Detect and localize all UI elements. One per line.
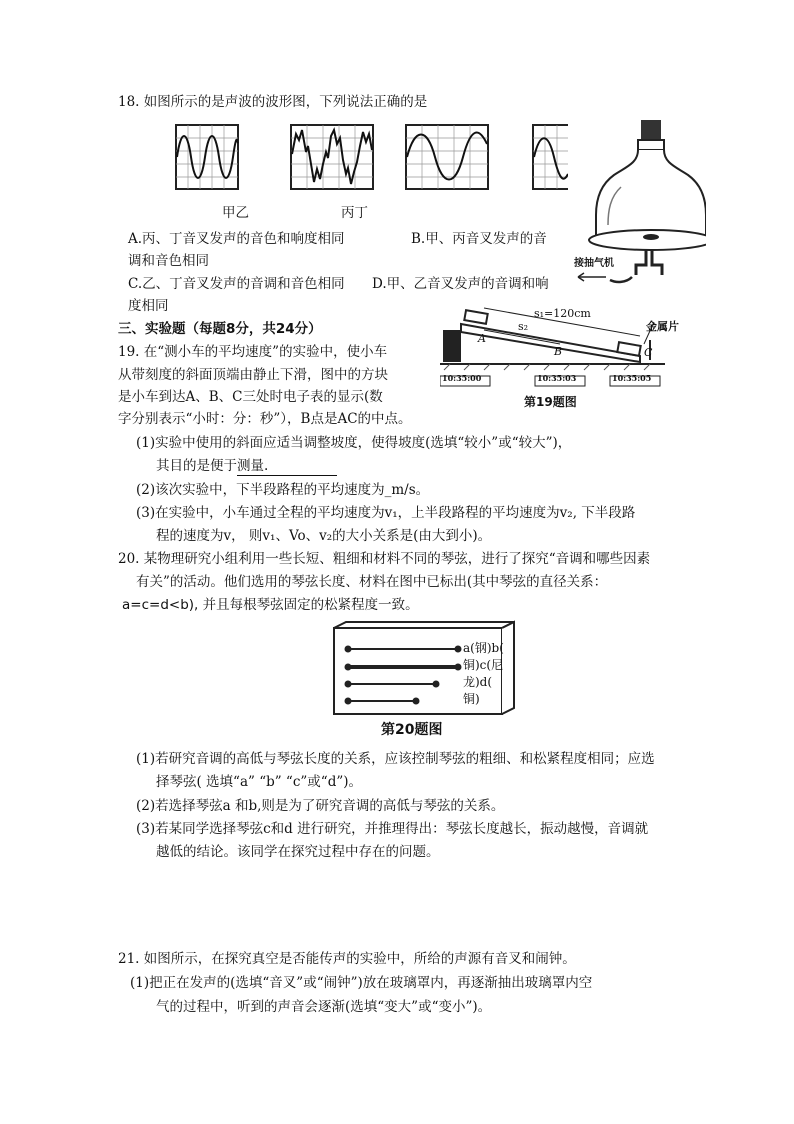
q20-part1b: 择琴弦( 选填“a” “b” “c”或“d”)。 [156, 774, 363, 790]
q18-option-d-cont: 度相同 [128, 298, 169, 314]
q19-line2: 从带刻度的斜面顶端由静止下滑，图中的方块 [118, 367, 388, 383]
fig19-s2: s₂ [518, 320, 529, 333]
waveform-bing [405, 124, 489, 190]
fig19-s1: s₁=120cm [534, 307, 591, 320]
q20-part2: (2)若选择琴弦a 和b,则是为了研究音调的高低与琴弦的关系。 [136, 798, 505, 814]
q18-option-a: A.丙、丁音叉发声的音色和响度相同 [128, 231, 345, 247]
q19-part1a: (1)实验中使用的斜面应适当调整坡度，使得坡度(选填“较小”或“较大”)， [136, 435, 572, 451]
fig19-metal-label: 金属片 [646, 320, 679, 333]
fig19-point-a: A [478, 332, 486, 345]
q20-part3b: 越低的结论。该同学在探究过程中存在的问题。 [156, 844, 440, 860]
fig20-label-4: 铜) [463, 692, 480, 706]
q18-label-jiayi: 甲乙 [222, 205, 249, 221]
waveform-yi [290, 124, 374, 190]
q21-part1b: 气的过程中，听到的声音会逐渐(选填“变大”或“变小”)。 [156, 999, 492, 1015]
q18-label-bingding: 丙丁 [341, 205, 368, 221]
waveform-ding [532, 124, 568, 190]
q21-line1: 21. 如图所示，在探究真空是否能传声的实验中，所给的声源有音叉和闹钟。 [118, 951, 576, 967]
fig19-clock-a: 10:35:00 [442, 373, 482, 383]
q20-line3: a=c=d<b), 并且每根琴弦固定的松紧程度一致。 [122, 597, 419, 613]
q19-part1b-post: . [264, 458, 269, 474]
q19-part1b-blank [237, 457, 337, 476]
fig20-label-2: 铜)c(尼 [463, 658, 504, 672]
fig19-caption: 第19题图 [524, 395, 577, 409]
q19-line3: 是小车到达A、B、C三处时电子表的显示(数 [118, 389, 383, 405]
waveform-jia [175, 124, 239, 190]
q21-part1a: (1)把正在发声的(选填“音叉”或“闹钟”)放在玻璃罩内，再逐渐抽出玻璃罩内空 [130, 975, 593, 991]
q20-line2: 有关”的活动。他们选用的琴弦长度、材料在图中已标出(其中琴弦的直径关系： [136, 574, 608, 590]
fig20-label-3: 龙)d( [463, 675, 493, 689]
q19-line1: 19. 在“测小车的平均速度”的实验中，使小车 [118, 344, 388, 360]
pump-label: 接抽气机 [574, 258, 614, 269]
fig19-clock-c: 10:35:05 [612, 373, 652, 383]
q18-option-d: D.甲、乙音叉发声的音调和响 [372, 276, 549, 292]
q19-part3b: 程的速度为v， 则v₁、Vo、v₂的大小关系是(由大到小)。 [156, 528, 492, 544]
q20-part1a: (1)若研究音调的高低与琴弦长度的关系，应该控制琴弦的粗细、和松紧程度相同；应选 [136, 751, 655, 767]
q19-part1b-under: 测量 [237, 458, 264, 474]
q18-option-c: C.乙、丁音叉发声的音调和音色相同 [128, 276, 345, 292]
fig19-clock-b: 10:35:03 [537, 373, 577, 383]
section-3-heading: 三、实验题（每题8分，共24分） [118, 321, 322, 337]
q20-part3a: (3)若某同学选择琴弦c和d 进行研究，并推理得出：琴弦长度越长，振动越慢，音调就 [136, 821, 649, 837]
fig19-point-c: C [644, 346, 653, 359]
fig20-label-1: a(钢)b( [463, 641, 504, 655]
q19-part2: (2)该次实验中，下半段路程的平均速度为_m/s。 [136, 482, 430, 498]
q19-part1b-pre: 其目的是便于 [156, 458, 237, 474]
q18-stem: 18. 如图所示的是声波的波形图，下列说法正确的是 [118, 94, 428, 110]
fig20-caption: 第20题图 [381, 722, 443, 738]
q20-line1: 20. 某物理研究小组利用一些长短、粗细和材料不同的琴弦，进行了探究“音调和哪些因素 [118, 551, 651, 567]
q18-option-b-cont: 调和音色相同 [128, 253, 209, 269]
q19-part1b [156, 457, 337, 476]
q19-part3a: (3)在实验中，小车通过全程的平均速度为v₁，上半段路程的平均速度为v₂, 下半段路 [136, 505, 636, 521]
q19-line4: 字分别表示“小时：分：秒”），B点是AC的中点。 [118, 411, 412, 427]
fig19-point-b: B [554, 345, 563, 358]
q18-option-b: B.甲、丙音叉发声的音 [411, 231, 547, 247]
